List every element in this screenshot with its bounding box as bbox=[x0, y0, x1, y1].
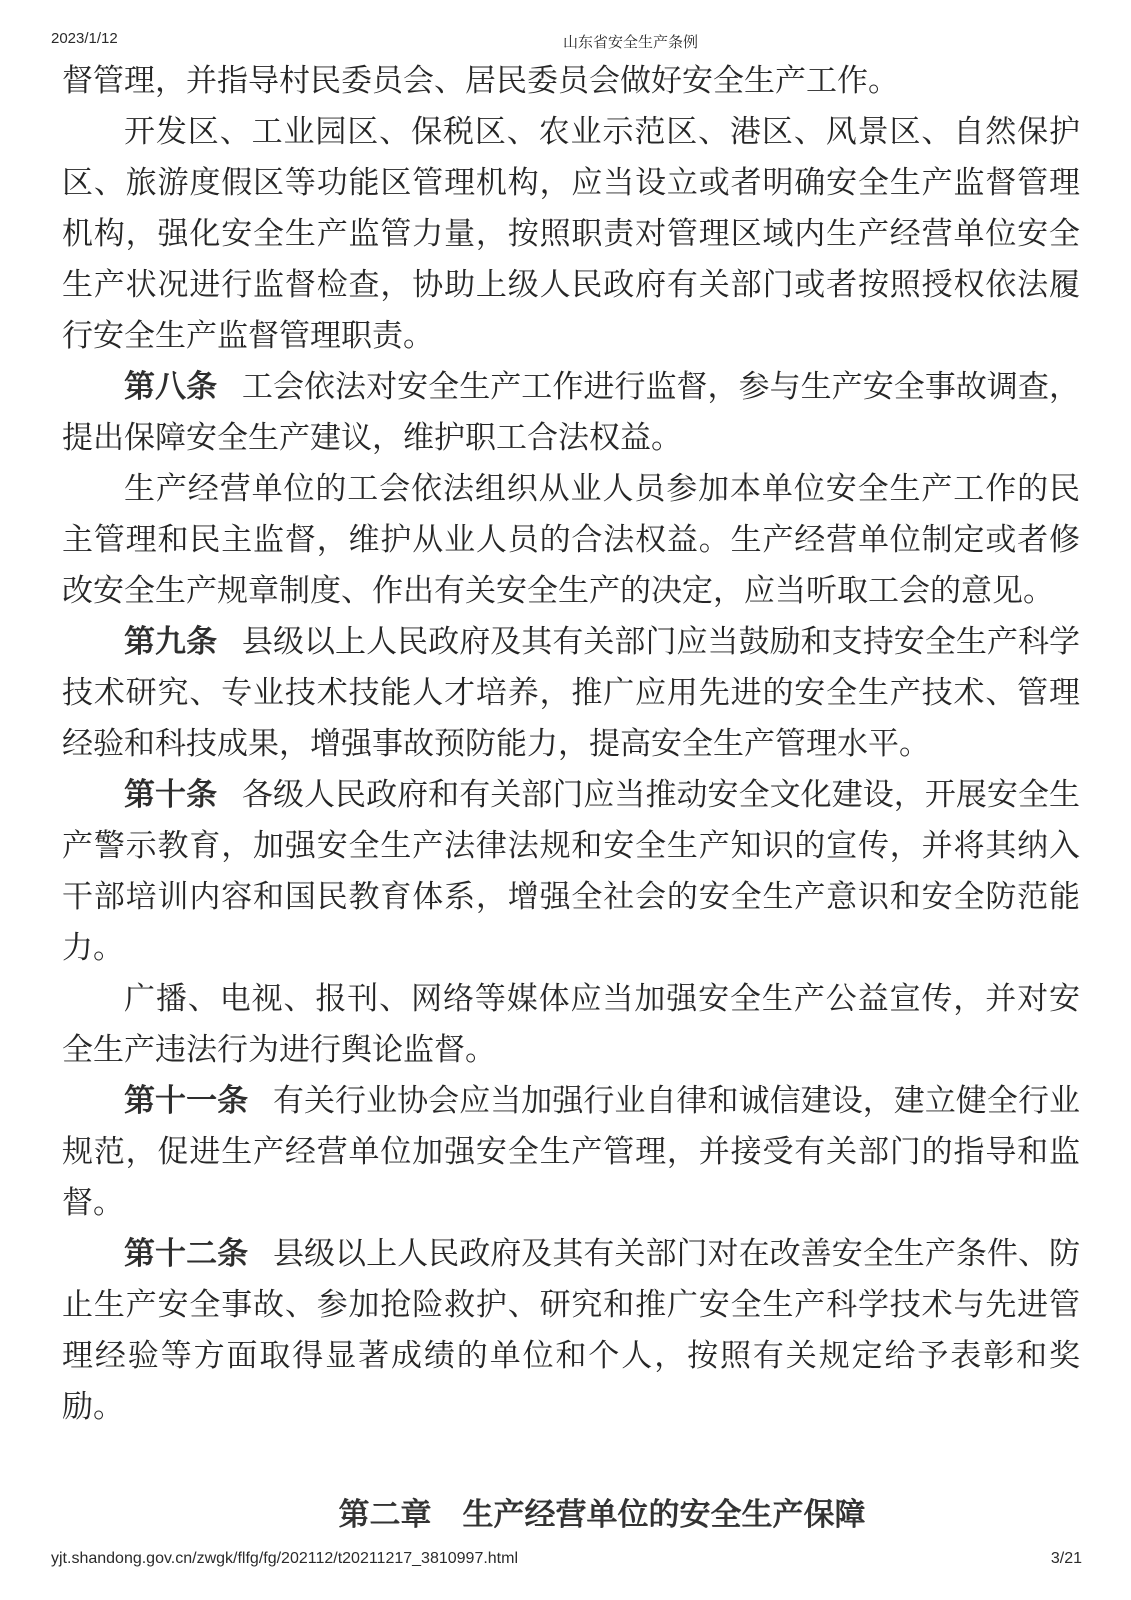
paragraph bbox=[62, 463, 1080, 616]
paragraph-text: 生产经营单位的工会依法组织从业人员参加本单位安全生产工作的民主管理和民主监督，维护从业人员的合法权益。生产经营单位制定或者修改安全生产规章制度、作出有关安全生产的决定，应当听取工会的意见。 bbox=[62, 471, 1080, 608]
document-body bbox=[62, 55, 1080, 1540]
header-doc-title: 山东省安全生产条例 bbox=[563, 34, 699, 51]
article-number: 第十二条 bbox=[124, 1236, 249, 1271]
article-paragraph bbox=[62, 361, 1080, 463]
paragraph bbox=[62, 106, 1080, 361]
article-paragraph bbox=[62, 769, 1080, 973]
paragraph-text: 各级人民政府和有关部门应当推动安全文化建设，开展安全生产警示教育，加强安全生产法律法规和安全生产知识的宣传，并将其纳入干部培训内容和国民教育体系，增强全社会的安全生产意识和安全防范能力。 bbox=[62, 777, 1080, 965]
paragraph-text: 工会依法对安全生产工作进行监督，参与生产安全事故调查，提出保障安全生产建议，维护职工合法权益。 bbox=[62, 369, 1080, 455]
paragraph-text: 开发区、工业园区、保税区、农业示范区、港区、风景区、自然保护区、旅游度假区等功能区管理机构，应当设立或者明确安全生产监督管理机构，强化安全生产监管力量，按照职责对管理区域内生产经营单位安全生产状况进行监督检查，协助上级人民政府有关部门或者按照授权依法履行安全生产监督管理职责。 bbox=[62, 114, 1080, 353]
footer-page-number: 3/21 bbox=[1050, 1550, 1082, 1567]
footer-url: yjt.shandong.gov.cn/zwgk/flfg/fg/202112/t20211217_3810997.html bbox=[51, 1550, 519, 1567]
paragraph-text: 县级以上人民政府及其有关部门应当鼓励和支持安全生产科学技术研究、专业技术技能人才培养，推广应用先进的安全生产技术、管理经验和科技成果，增强事故预防能力，提高安全生产管理水平。 bbox=[62, 624, 1080, 761]
paragraph-text: 有关行业协会应当加强行业自律和诚信建设，建立健全行业规范，促进生产经营单位加强安全生产管理，并接受有关部门的指导和监督。 bbox=[62, 1083, 1081, 1220]
paragraph-text: 广播、电视、报刊、网络等媒体应当加强安全生产公益宣传，并对安全生产违法行为进行舆论监督。 bbox=[62, 981, 1080, 1067]
article-number: 第九条 bbox=[124, 624, 218, 659]
paragraph-text: 县级以上人民政府及其有关部门对在改善安全生产条件、防止生产安全事故、参加抢险救护、研究和推广安全生产科学技术与先进管理经验等方面取得显著成绩的单位和个人，按照有关规定给予表彰和奖励。 bbox=[62, 1236, 1081, 1424]
paragraph bbox=[62, 973, 1080, 1075]
article-paragraph bbox=[62, 1075, 1080, 1228]
article-paragraph bbox=[62, 616, 1080, 769]
chapter-number: 第二章 bbox=[338, 1497, 432, 1532]
article-number: 第八条 bbox=[124, 369, 218, 404]
header-date: 2023/1/12 bbox=[51, 30, 118, 47]
article-number: 第十条 bbox=[124, 777, 218, 812]
chapter-heading bbox=[62, 1489, 1080, 1540]
paragraph bbox=[62, 55, 1080, 106]
article-number: 第十一条 bbox=[124, 1083, 249, 1118]
chapter-title: 生产经营单位的安全生产保障 bbox=[462, 1497, 866, 1532]
paragraph-text: 督管理，并指导村民委员会、居民委员会做好安全生产工作。 bbox=[62, 63, 899, 98]
article-paragraph bbox=[62, 1228, 1080, 1432]
